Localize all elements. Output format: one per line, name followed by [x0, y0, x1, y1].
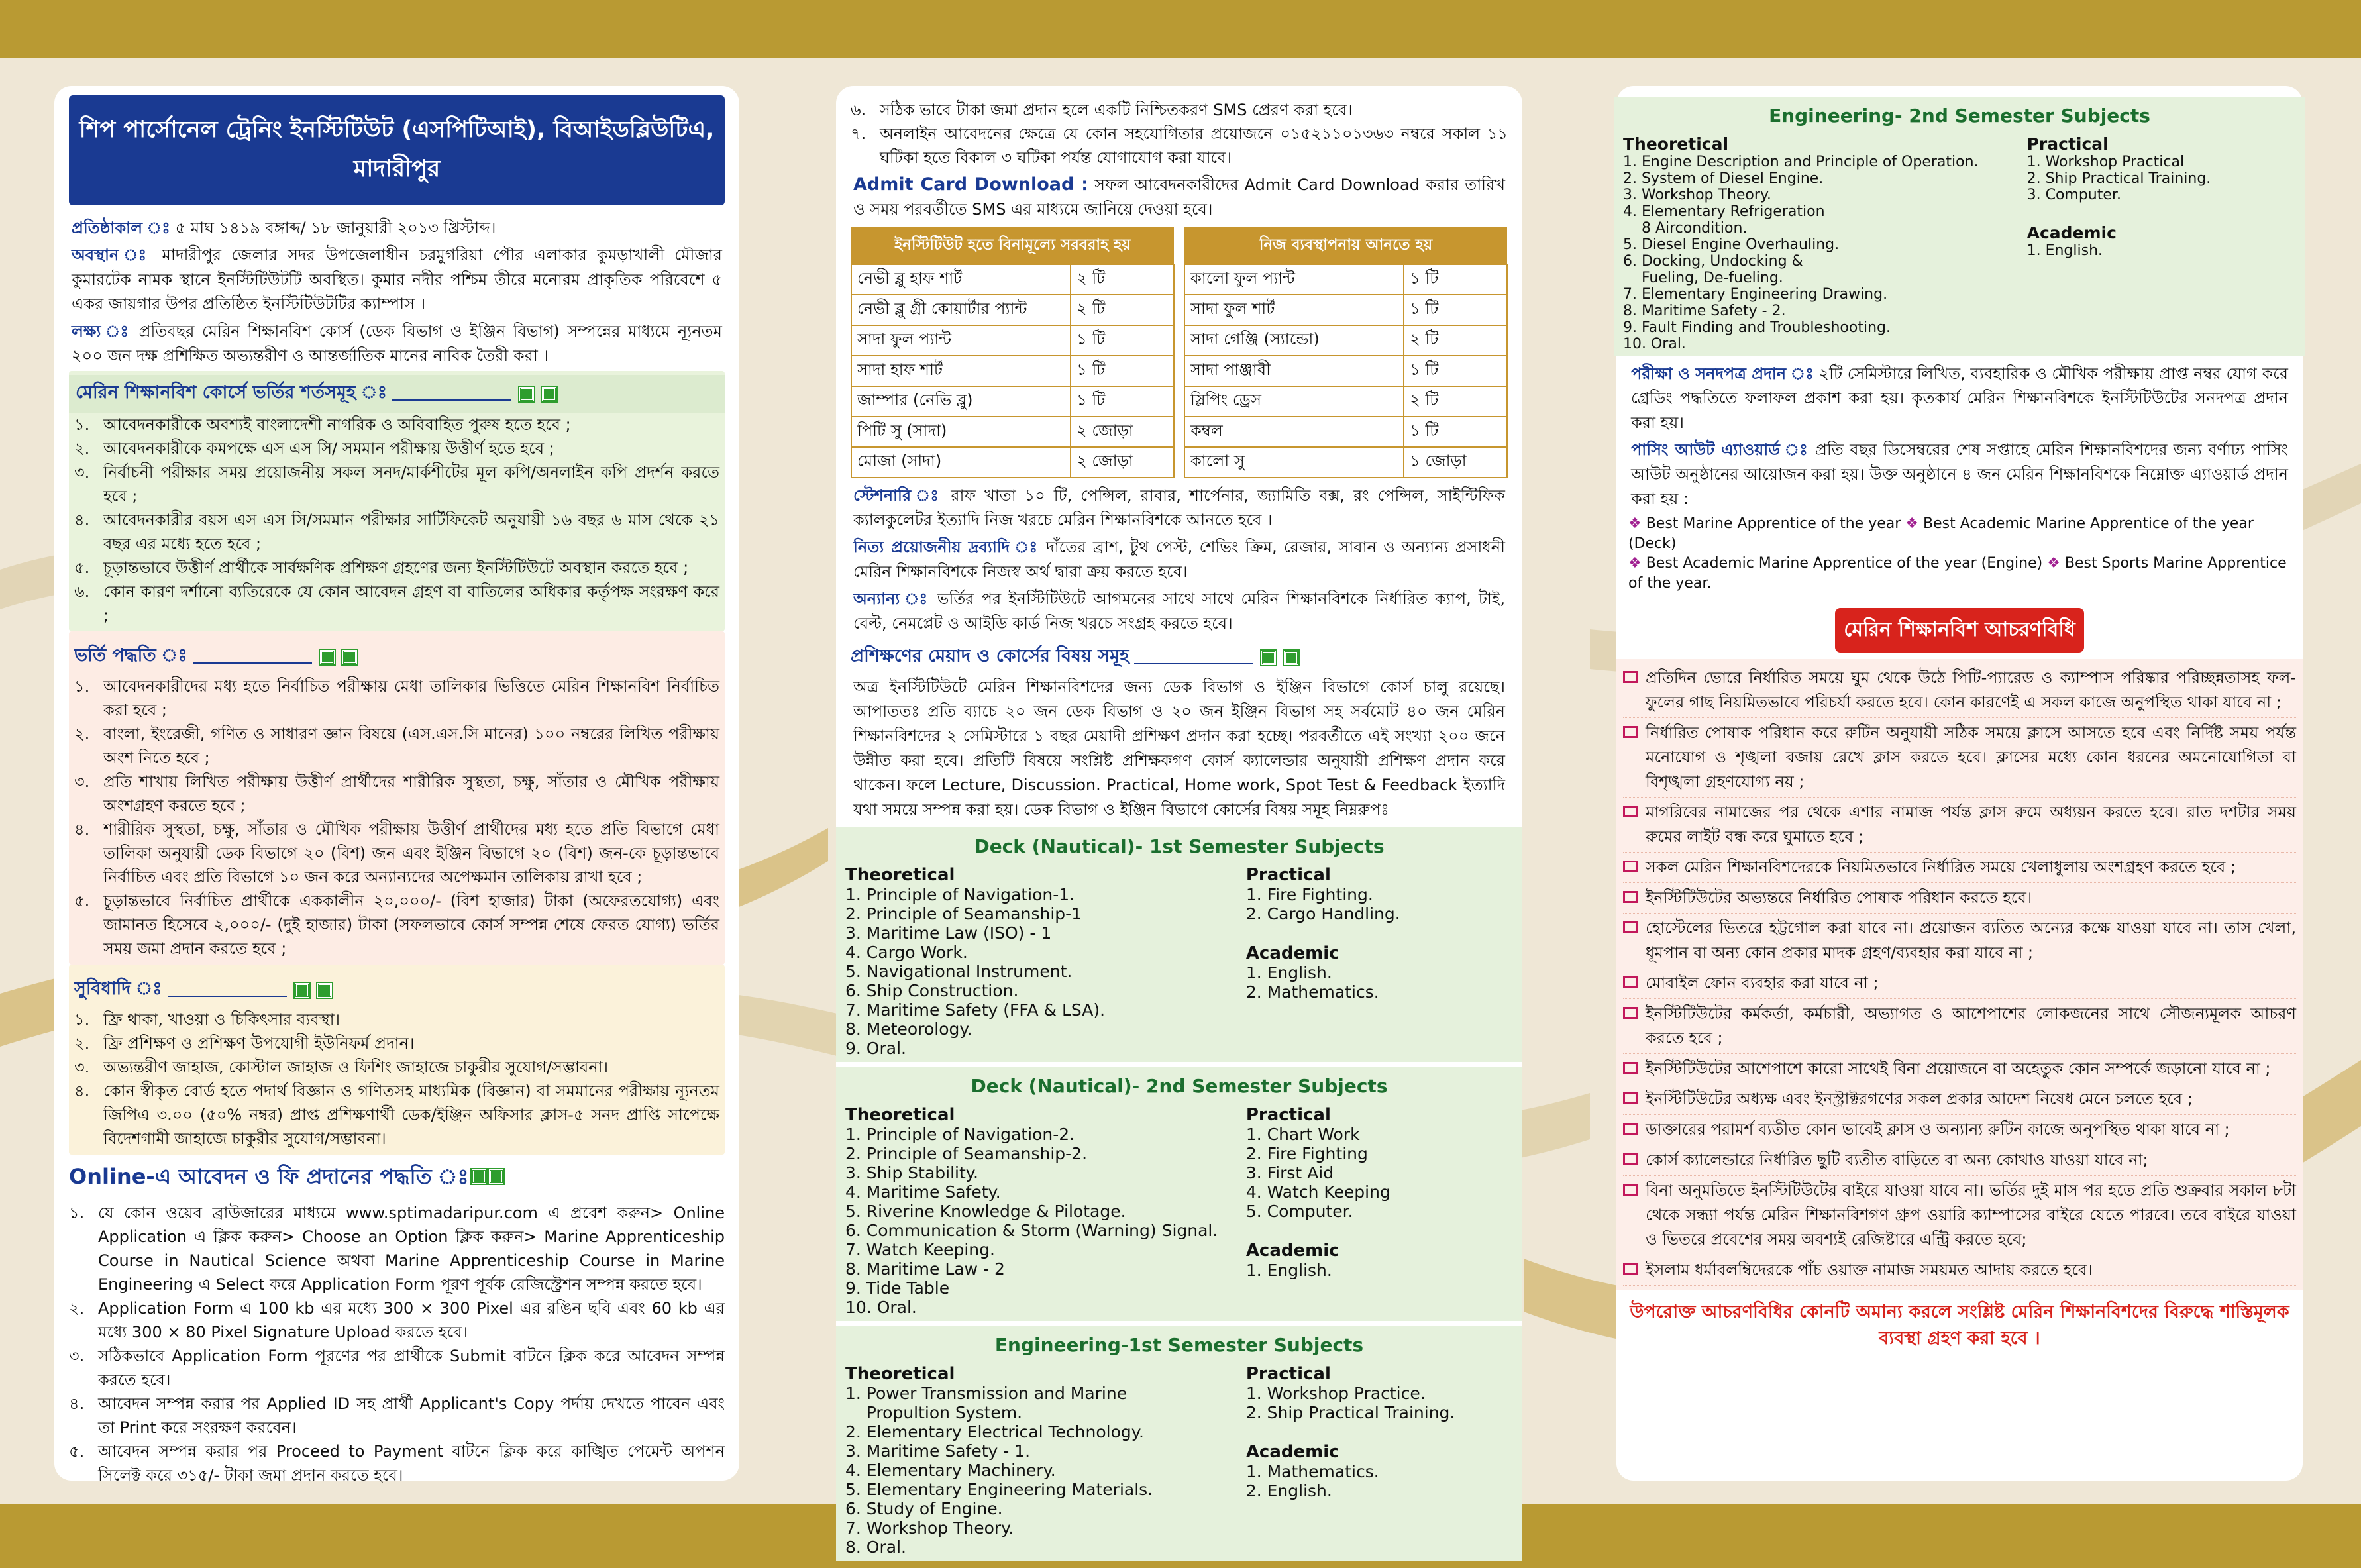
spacer: [1246, 923, 1513, 939]
item-text: কোন কারণ দর্শানো ব্যতিরেকে যে কোন আবেদন গ্রহণ বা বাতিলের অধিকার কর্তৃপক্ষ সংরক্ষণ করে ;: [103, 582, 719, 625]
item-quantity: ১ টি: [1404, 417, 1507, 447]
checkbox-bullet-icon: [1623, 1007, 1638, 1019]
subject-item: 1. Chart Work: [1245, 1125, 1360, 1144]
subject-item: 2. Cargo Handling.: [1245, 904, 1400, 923]
list-item: [69, 1344, 725, 1392]
supplied-items-header: ইনস্টিটিউট হতে বিনামূল্যে সরবরাহ হয়: [851, 227, 1174, 264]
supplied-items-table: [851, 227, 1175, 478]
theoretical-label: Theoretical: [845, 1364, 955, 1384]
theoretical-column: [845, 861, 1246, 1058]
conduct-rule: [1623, 718, 2296, 798]
duration-text: অত্র ইনস্টিটিউটে মেরিন শিক্ষানবিশদের জন্য ডেক বিভাগ ও ইঞ্জিন বিভাগে কোর্স চালু রয়েছে। আপাততঃ প্রতি ব্যাচে ২০ জন ডেক বিভাগ ও ২০ জন ইঞ্জিন বিভাগ সহ সর্বমোট ৪০ জন মেরিন শিক্ষানবিশদের ২ সেমিস্টারে ১ বছর মেয়াদী প্রশিক্ষণ প্রদান করা হচ্ছে। পরবর্তীতে এই সংখ্যা ২০০ জনে উন্নীত করা হবে। প্রতিটি বিষয়ে সংশ্লিষ্ট প্রশিক্ষকগণ কোর্স ক্যালেন্ডার অনুযায়ী প্রশিক্ষণ প্রদান করে থাকেন। ফলে Lecture, Discussion. Practical, Home work, Spot Test & Feedback ইত্যাদি যথা সময়ে সম্পন্ন করা হয়। ডেক বিভাগ ও ইঞ্জিন বিভাগে কোর্সের বিষয় সমূহ নিম্নরুপঃ: [853, 678, 1505, 819]
checkbox-bullet-icon: [1623, 891, 1638, 903]
list-item: [74, 460, 719, 508]
conduct-rule-text: ডাক্তারের পরামর্শ ব্যতীত কোন ভাবেই ক্লাস ও অন্যান্য রুটিন কাজে অনুপস্থিত থাকা যাবে না ;: [1646, 1120, 2230, 1139]
checkbox-bullet-icon: [1623, 1184, 1638, 1196]
table-row: [851, 447, 1174, 478]
checkbox-bullet-icon: [1623, 861, 1638, 872]
item-name: কম্বল: [1184, 417, 1404, 447]
list-item: [74, 437, 719, 460]
item-number: ৩.: [74, 772, 90, 791]
list-item: [74, 413, 719, 437]
table-row: [1184, 264, 1507, 295]
item-number: ১.: [74, 415, 90, 434]
admit-card-text: Admit Card Download : সফল আবেদনকারীদের Admit Card Download করার তারিখ ও সময় পরবর্তীতে SMS এর মাধ্যমে জানিয়ে দেওয়া হবে।: [853, 174, 1505, 219]
online-steps-list: [69, 1201, 725, 1487]
item-text: অভ্যন্তরীণ জাহাজ, কোস্টাল জাহাজ ও ফিশিং জাহাজে চাকুরীর সুযোগ/সম্ভাবনা।: [103, 1058, 609, 1076]
subject-item: 10. Oral.: [1623, 336, 1686, 352]
checkbox-bullet-icon: [1623, 1263, 1638, 1275]
item-name: সাদা পাঞ্জাবী: [1184, 356, 1404, 386]
subject-item: 3. First Aid: [1245, 1163, 1334, 1182]
checkbox-bullet-icon: [1623, 1062, 1638, 1074]
stationery-text: স্টেশনারি ঃ রাফ খাতা ১০ টি, পেন্সিল, রাবার, শার্পেনার, জ্যামিতি বক্স, রং পেন্সিল, সাইন্টিফিক ক্যালকুলেটর ইত্যাদি নিজ খরচে মেরিন শিক্ষানবিশকে আনতে হবে ।: [853, 486, 1505, 529]
spacer: [2027, 203, 2296, 219]
conduct-rule: [1623, 1115, 2296, 1145]
passing-out-text: পাসিং আউট এ্যাওয়ার্ড ঃ প্রতি বছর ডিসেম্বরের শেষ সপ্তাহে মেরিন শিক্ষানবিশদের জন্য বর্ণাঢ্য পাসিং আউট অনুষ্ঠানের আয়োজন করা হয়। উক্ত অনুষ্ঠানে ৪ জন মেরিন শিক্ষানবিশকে নিম্নোক্ত এ্যাওয়ার্ড প্রদান করা হয় :: [1631, 441, 2288, 508]
item-number: ৬.: [74, 582, 90, 601]
benefits-heading: সুবিধাদি ঃ: [74, 975, 719, 1005]
practical-label: Practical: [2026, 134, 2109, 154]
item-text: ফ্রি প্রশিক্ষণ ও প্রশিক্ষণ উপযোগী ইউনিফর্ম প্রদান।: [103, 1034, 415, 1053]
table-row: [1184, 325, 1507, 356]
subject-item: 5. Diesel Engine Overhauling.: [1623, 236, 1840, 253]
subject-item: 5. Riverine Knowledge & Pilotage.: [845, 1202, 1126, 1221]
online-heading: Online-এ আবেদন ও ফি প্রদানের পদ্ধতি ঃ: [69, 1160, 725, 1196]
subject-item: 9. Oral.: [845, 1039, 906, 1058]
table-row: [1184, 447, 1507, 478]
subject-item: 9. Tide Table: [845, 1279, 950, 1298]
theoretical-label: Theoretical: [845, 1105, 955, 1125]
item-name: সাদা ফুল শার্ট: [1184, 295, 1404, 325]
item-quantity: ১ জোড়া: [1404, 447, 1507, 478]
subject-item: 4. Cargo Work.: [845, 943, 968, 962]
conduct-rule-text: প্রতিদিন ভোরে নির্ধারিত সময়ে ঘুম থেকে উঠে পিটি-প্যারেড ও ক্যাম্পাস পরিষ্কার পরিচ্ছন্নতাসহ ফল-ফুলের গাছ নিয়মিতভাবে পরিচর্যা করতে হবে। কোন কারণেই এ সকল কাজে অনুপস্থিত থাকা যাবে না ;: [1646, 668, 2296, 711]
list-item: [74, 1008, 719, 1031]
award-name: Best Marine Apprentice of the year: [1646, 515, 1906, 532]
subject-item: 1. Principle of Navigation-1.: [845, 885, 1075, 904]
conduct-rule-text: ইনস্টিটিউটের অভ্যন্তরে নির্ধারিত পোষাক পরিধান করতে হবে।: [1646, 888, 2032, 907]
list-item: [851, 98, 1508, 122]
admission-conditions-section: [69, 371, 725, 631]
item-number: ১.: [74, 1010, 90, 1029]
subject-item: 3. Maritime Safety - 1.: [845, 1441, 1031, 1461]
award-bullet-icon: ❖: [2047, 555, 2065, 572]
subject-item: 1. Fire Fighting.: [1245, 885, 1373, 904]
goal-text: লক্ষ্য ঃ প্রতিবছর মেরিন শিক্ষানবিশ কোর্স (ডেক বিভাগ ও ইঞ্জিন বিভাগ) সম্পন্নের মাধ্যমে ন্যূনতম ২০০ জন দক্ষ প্রশিক্ষিত অভ্যন্তরীণ ও আন্তর্জাতিক মানের নাবিক তৈরী করা ।: [72, 322, 722, 365]
others-text: অন্যান্য ঃ ভর্তির পর ইনস্টিটিউটে আগমনের সাথে সাথে মেরিন শিক্ষানবিশকে নির্ধারিত ক্যাপ, টাই, বেল্ট, নেমপ্লেট ও আইডি কার্ড নিজ খরচে সংগ্রহ করতে হবে।: [853, 590, 1505, 633]
item-quantity: ২ টি: [1404, 325, 1507, 356]
item-text: প্রতি শাখায় লিখিত পরীক্ষায় উত্তীর্ণ প্রার্থীদের শারীরিক সুস্থতা, চক্ষু, সাঁতার ও মৌখিক পরীক্ষায় অংশগ্রহণ করতে হবে ;: [103, 772, 719, 815]
subject-item: Fueling, De-fueling.: [1623, 270, 1783, 286]
admission-conditions-heading: মেরিন শিক্ষানবিশ কোর্সে ভর্তির শর্তসমূহ ঃ: [69, 375, 725, 413]
item-text: চূড়ান্তভাবে নির্বাচিত প্রার্থীকে এককালীন ২০,০০০/- (বিশ হাজার) টাকা (অফেরতযোগ্য) এবং জামানত হিসেবে ২,০০০/- (দুই হাজার) টাকা (সফলভাবে কোর্স সম্পন্ন শেষে ফেরত যোগ্য) ভর্তির সময় জমা প্রদান করতে হবে ;: [103, 892, 719, 958]
item-name: সাদা ফুল প্যান্ট: [851, 325, 1071, 356]
admission-conditions-list: [74, 413, 719, 627]
subject-item: 3. Computer.: [2026, 187, 2121, 203]
subject-item: 8. Maritime Law - 2: [845, 1259, 1005, 1279]
item-name: স্লিপিং ড্রেস: [1184, 386, 1404, 417]
item-number: ৩.: [74, 1058, 90, 1076]
subject-item: 7. Workshop Theory.: [845, 1518, 1014, 1538]
checkbox-bullet-icon: [1623, 1153, 1638, 1165]
item-quantity: ২ জোড়া: [1071, 447, 1174, 478]
subject-item: 8 Aircondition.: [1623, 220, 1748, 236]
table-row: [1184, 417, 1507, 447]
subject-item: 4. Maritime Safety.: [845, 1182, 1001, 1202]
subject-columns: [1623, 131, 2296, 352]
subject-item: 3. Ship Stability.: [845, 1163, 978, 1182]
subject-item: 8. Maritime Safety - 2.: [1623, 303, 1786, 319]
list-item: [74, 722, 719, 770]
list-item: [74, 770, 719, 817]
subject-item: 5. Elementary Engineering Materials.: [845, 1480, 1153, 1499]
theoretical-column: [1623, 131, 2027, 352]
practical-column: [2027, 131, 2296, 352]
item-number: ৪.: [74, 1082, 90, 1100]
deck-2nd-semester-box: [836, 1067, 1522, 1321]
item-number: ২.: [74, 725, 90, 743]
item-text: সঠিকভাবে Application Form পূরণের পর প্রার্থীকে Submit বাটনে ক্লিক করে আবেদন সম্পন্ন করতে হবে।: [98, 1347, 725, 1389]
subject-item: 1. Principle of Navigation-2.: [845, 1125, 1075, 1144]
award-name: Best Sports Marine Apprentice of the year.: [1628, 555, 2287, 592]
subject-item: 9. Fault Finding and Troubleshooting.: [1623, 319, 1891, 336]
checkbox-bullet-icon: [1623, 976, 1638, 988]
conduct-rule-text: বিনা অনুমতিতে ইনস্টিটিউটের বাইরে যাওয়া যাবে না। ভর্তির দুই মাস পর হতে প্রতি শুক্রবার সকাল ৮টা থেকে সন্ধ্যা পর্যন্ত মেরিন শিক্ষানবিশগণ গ্রুপ ওয়ারি ক্যাম্পাসের বাইরে যেতে পারবে। তবে বাইরে যাওয়া ও ভিতরে প্রবেশের সময় অবশ্যই রেজিষ্টারে এন্ট্রি করতে হবে;: [1646, 1181, 2296, 1249]
item-text: কোন স্বীকৃত বোর্ড হতে পদার্থ বিজ্ঞান ও গণিতসহ মাধ্যমিক (বিজ্ঞান) বা সমমানের পরীক্ষায় ন্যূনতম জিপিএ ৩.০০ (৫০% নম্বর) প্রাপ্ত প্রশিক্ষণার্থী ডেক/ইঞ্জিন অফিসার ক্লাস-৫ সনদ প্রাপ্তি সাপেক্ষে বিদেশগামী জাহাজে চাকুরীর সুযোগ/সম্ভাবনা।: [103, 1082, 719, 1148]
subject-item: 4. Watch Keeping: [1245, 1182, 1390, 1202]
conduct-rule-text: মাগরিবের নামাজের পর থেকে এশার নামাজ পর্যন্ত ক্লাস রুমে অধ্যয়ন করতে হবে। রাত দশটার সময় রুমের লাইট বন্ধ করে ঘুমাতে হবে ;: [1646, 803, 2296, 846]
checkbox-bullet-icon: [1623, 806, 1638, 817]
item-text: আবেদনকারীকে কমপক্ষে এস এস সি/ সমমান পরীক্ষায় উত্তীর্ণ হতে হবে ;: [103, 439, 554, 458]
conduct-rule: [1623, 1176, 2296, 1255]
item-quantity: ১ টি: [1071, 325, 1174, 356]
checkbox-bullet-icon: [1623, 671, 1638, 683]
item-quantity: ২ টি: [1404, 386, 1507, 417]
list-item: [74, 1079, 719, 1151]
table-row: [851, 417, 1174, 447]
subject-item: 7. Maritime Safety (FFA & LSA).: [845, 1000, 1106, 1019]
list-item: [74, 580, 719, 627]
subject-item: 6. Study of Engine.: [845, 1499, 1003, 1518]
subject-item: 2. Mathematics.: [1245, 982, 1379, 1002]
item-text: আবেদনকারীকে অবশ্যই বাংলাদেশী নাগরিক ও অবিবাহিত পুরুষ হতে হবে ;: [103, 415, 571, 434]
semester-title: Deck (Nautical)- 1st Semester Subjects: [974, 835, 1385, 857]
table-row: [851, 295, 1174, 325]
subject-item: 5. Computer.: [1245, 1202, 1353, 1221]
item-quantity: ১ টি: [1071, 386, 1174, 417]
subject-item: 1. English.: [2026, 242, 2103, 259]
table-row: [1184, 295, 1507, 325]
item-text: চূড়ান্তভাবে উত্তীর্ণ প্রার্থীকে সার্বক্ষণিক প্রশিক্ষণ গ্রহণের জন্য ইনস্টিটিউটে অবস্থান করতে হবে ;: [103, 558, 689, 577]
item-name: মোজা (সাদা): [851, 447, 1071, 478]
practical-column: [1246, 861, 1513, 1058]
subject-item: 2. Principle of Seamanship-1: [845, 904, 1082, 923]
checkbox-bullet-icon: [1623, 921, 1638, 933]
subject-columns: [845, 861, 1513, 1058]
award-name: Best Academic Marine Apprentice of the year (Deck): [1628, 515, 2254, 552]
subject-item: 4. Elementary Refrigeration: [1623, 203, 1825, 220]
conduct-rule-text: ইনস্টিটিউটের অধ্যক্ষ এবং ইনস্ট্রাক্টরগণের সকল প্রকার আদেশ নিষেধ মেনে চলতে হবে ;: [1646, 1090, 2193, 1108]
conduct-rule: [1623, 968, 2296, 999]
semester-title: Deck (Nautical)- 2nd Semester Subjects: [971, 1075, 1388, 1097]
checkbox-bullet-icon: [1623, 1123, 1638, 1135]
academic-label: Academic: [1245, 943, 1339, 963]
subject-item: 1. Workshop Practice.: [1245, 1384, 1426, 1403]
checkbox-bullet-icon: [1623, 726, 1638, 738]
item-number: ২.: [69, 1299, 85, 1318]
table-row: [851, 325, 1174, 356]
list-item: [74, 1055, 719, 1079]
theoretical-label: Theoretical: [1623, 134, 1729, 154]
conduct-rule-text: হোস্টেলের ভিতরে হট্টগোল করা যাবে না। প্রয়োজন ব্যতিত অন্যের কক্ষে যাওয়া যাবে না। তাস খেলা, ধূমপান বা অন্য কোন প্রকার মাদক গ্রহণ/ব্যবহার করা যাবে না ;: [1646, 919, 2296, 962]
engineering-2nd-semester-box: [1614, 97, 2305, 356]
subject-item: 3. Maritime Law (ISO) - 1: [845, 923, 1052, 943]
item-number: ৫.: [74, 558, 90, 577]
item-quantity: ১ টি: [1071, 356, 1174, 386]
item-number: ৩.: [74, 463, 90, 482]
middle-panel: [836, 86, 1522, 1557]
item-text: শারীরিক সুস্থতা, চক্ষু, সাঁতার ও মৌখিক পরীক্ষায় উত্তীর্ণ প্রার্থীদের মধ্য হতে প্রতি বিভাগে মেধা তালিকা অনুযায়ী ডেক বিভাগে ২০ (বিশ) জন এবং ইঞ্জিন বিভাগে ২০ (বিশ) জন-কে চূড়ান্তভাবে নির্বাচিত এবং প্রতি বিভাগে ১০ জন করে অন্যান্যদের অপেক্ষমান তালিকায় রাখা হবে ;: [103, 820, 719, 886]
subject-item: 7. Watch Keeping.: [845, 1240, 995, 1259]
established-text: প্রতিষ্ঠাকাল ঃ ৫ মাঘ ১৪১৯ বঙ্গাব্দ/ ১৮ জানুয়ারী ২০১৩ খ্রিস্টাব্দ।: [72, 219, 496, 237]
subject-item: 2. System of Diesel Engine.: [1623, 170, 1824, 187]
subject-item: 2. Fire Fighting: [1245, 1144, 1368, 1163]
table-row: [851, 264, 1174, 295]
list-item: [74, 889, 719, 961]
institute-title: শিপ পার্সোনেল ট্রেনিং ইনস্টিটিউট (এসপিটিআই), বিআইডব্লিউটিএ, মাদারীপুর: [69, 95, 725, 205]
subject-item: 10. Oral.: [845, 1298, 917, 1317]
subject-item: 2. English.: [1245, 1481, 1332, 1500]
exam-text: পরীক্ষা ও সনদপত্র প্রদান ঃ ২টি সেমিস্টারে লিখিত, ব্যবহারিক ও মৌখিক পরীক্ষায় প্রাপ্ত নম্বর যোগ করে গ্রেডিং পদ্ধতিতে ফলাফল প্রকাশ করা হয়। কৃতকার্য মেরিন শিক্ষানবিশকে ইনস্টিটিউটের সনদপত্র প্রদান করা হয়।: [1631, 364, 2288, 432]
conduct-rule-text: মোবাইল ফোন ব্যবহার করা যাবে না ;: [1646, 974, 1879, 992]
item-text: ফ্রি থাকা, খাওয়া ও চিকিৎসার ব্যবস্থা।: [103, 1010, 341, 1029]
table-row: [851, 386, 1174, 417]
list-item: [69, 1439, 725, 1487]
online-steps-continued: [851, 98, 1508, 170]
subject-item: 1. English.: [1245, 1261, 1332, 1280]
item-quantity: ২ টি: [1071, 264, 1174, 295]
academic-label: Academic: [2026, 223, 2117, 242]
duration-heading: প্রশিক্ষণের মেয়াদ ও কোর্সের বিষয় সমূহ: [851, 643, 1508, 672]
practical-column: [1246, 1101, 1513, 1317]
subject-item: 1. Workshop Practical: [2026, 154, 2185, 170]
conduct-rule-text: সকল মেরিন শিক্ষানবিশদেরকে নিয়মিতভাবে নির্ধারিত সময়ে খেলাধুলায় অংশগ্রহণ করতে হবে ;: [1646, 858, 2236, 876]
item-number: ৪.: [74, 511, 90, 529]
item-text: আবেদনকারীর বয়স এস এস সি/সমমান পরীক্ষার সার্টিফিকেট অনুযায়ী ১৬ বছর ৬ মাস থেকে ২১ বছর এর মধ্যে হতে হবে ;: [103, 511, 719, 553]
conduct-rule: [1623, 798, 2296, 853]
item-number: ৫.: [69, 1442, 85, 1461]
item-name: পিটি সু (সাদা): [851, 417, 1071, 447]
item-quantity: ২ জোড়া: [1071, 417, 1174, 447]
award-bullet-icon: ❖: [1628, 515, 1646, 532]
item-text: Application Form এ 100 kb এর মধ্যে 300 × 300 Pixel এর রঙিন ছবি এবং 60 kb এর মধ্যে 300 × 80 Pixel Signature Upload করতে হবে।: [98, 1299, 725, 1341]
own-items-table: [1184, 227, 1508, 478]
list-item: [69, 1296, 725, 1344]
spacer: [1246, 1422, 1513, 1438]
awards-line-2: [1628, 554, 2291, 594]
subject-item: 2. Ship Practical Training.: [2026, 170, 2211, 187]
practical-label: Practical: [1245, 865, 1331, 885]
subject-item: 1. Engine Description and Principle of Operation.: [1623, 154, 1979, 170]
item-text: বাংলা, ইংরেজী, গণিত ও সাধারণ জ্ঞান বিষয়ে (এস.এস.সি মানের) ১০০ নম্বরের লিখিত পরীক্ষায় অংশ নিতে হবে ;: [103, 725, 719, 767]
list-item: [74, 556, 719, 580]
item-name: কালো সু: [1184, 447, 1404, 478]
table-row: [1184, 386, 1507, 417]
benefits-section: [69, 965, 725, 1155]
item-text: আবেদন সম্পন্ন করার পর Applied ID সহ প্রার্থী Applicant's Copy পর্দায় দেখতে পাবেন এবং তা Print করে সংরক্ষণ করবেন।: [98, 1394, 725, 1437]
item-name: জাম্পার (নেভি ব্লু): [851, 386, 1071, 417]
conduct-rule: [1623, 1255, 2296, 1286]
subject-item: 1. Mathematics.: [1245, 1462, 1379, 1481]
own-items-header: নিজ ব্যবস্থাপনায় আনতে হয়: [1184, 227, 1507, 264]
list-item: [69, 1201, 725, 1296]
award-name: Best Academic Marine Apprentice of the year (Engine): [1646, 555, 2048, 572]
conduct-rule-text: ইনস্টিটিউটের আশেপাশে কারো সাথেই বিনা প্রয়োজনে বা অহেতুক কোন সম্পর্কে জড়ানো যাবে না ;: [1646, 1059, 2271, 1078]
item-number: ২.: [74, 439, 90, 458]
item-name: নেভী ব্লু গ্রী কোয়ার্টার প্যান্ট: [851, 295, 1071, 325]
subject-item: 4. Elementary Machinery.: [845, 1461, 1056, 1480]
awards-line-1: [1628, 514, 2291, 554]
subject-item: 3. Workshop Theory.: [1623, 187, 1771, 203]
location-text: অবস্থান ঃ মাদারীপুর জেলার সদর উপজেলাধীন চরমুগরিয়া পৌর এলাকার কুমড়াখালী মৌজার কুমারটেক নামক স্থানে ইনস্টিটিউটটি অবস্থিত। কুমার নদীর পশ্চিম তীরে মনোরম প্রাকৃতিক পরিবেশে ৫ একর জায়গার উপর প্রতিষ্ঠিত ইনস্টিটিউটটির ক্যাম্পাস ।: [72, 246, 722, 313]
subject-item: 8. Meteorology.: [845, 1019, 972, 1039]
item-quantity: ১ টি: [1404, 295, 1507, 325]
item-text: অনলাইন আবেদনের ক্ষেত্রে যে কোন সহযোগিতার প্রয়োজনে ০১৫২১১০১৩৬৩ নম্বরে সকাল ১১ ঘটিকা হতে বিকাল ৩ ঘটিকা পর্যন্ত যোগাযোগ করা যাবে।: [880, 125, 1508, 167]
deck-1st-semester-box: [836, 827, 1522, 1062]
admission-method-heading: ভর্তি পদ্ধতি ঃ: [74, 642, 719, 672]
item-name: সাদা হাফ শার্ট: [851, 356, 1071, 386]
conduct-rule: [1623, 1145, 2296, 1176]
subject-item: 2. Elementary Electrical Technology.: [845, 1422, 1144, 1441]
list-item: [74, 674, 719, 722]
subject-item: Propultion System.: [845, 1403, 1023, 1422]
semester-title: Engineering- 2nd Semester Subjects: [1769, 105, 2150, 127]
list-item: [74, 508, 719, 556]
conduct-rule: [1623, 914, 2296, 968]
right-panel: [1616, 86, 2303, 1481]
item-number: ১.: [69, 1204, 85, 1222]
practical-label: Practical: [1245, 1105, 1331, 1125]
conduct-rule-text: নির্ধারিত পোষাক পরিধান করে রুটিন অনুযায়ী সঠিক সময়ে ক্লাসে আসতে হবে এবং নির্দিষ্ট সময় পর্যন্ত মনোযোগ ও শৃঙ্খলা বজায় রেখে ক্লাস করতে হবে। ক্লাসের মধ্যে কোন ধরনের অমনোযোগিতা বা বিশৃঙ্খলা গ্রহণযোগ্য নয় ;: [1646, 723, 2296, 791]
conduct-rule-text: ইসলাম ধর্মাবলম্বিদেরকে পাঁচ ওয়াক্ত নামাজ সময়মত আদায় করতে হবে।: [1646, 1261, 2093, 1279]
item-number: ৪.: [69, 1394, 85, 1413]
item-quantity: ১ টি: [1404, 356, 1507, 386]
item-number: ৬.: [851, 101, 866, 119]
admission-method-list: [74, 674, 719, 961]
item-text: আবেদন সম্পন্ন করার পর Proceed to Payment বাটনে ক্লিক করে কাঙ্খিত পেমেন্ট অপশন সিলেক্ট করে ৩১৫/- টাকা জমা প্রদান করতে হবে।: [98, 1442, 725, 1485]
list-item: [69, 1392, 725, 1439]
conduct-rule: [1623, 1054, 2296, 1084]
academic-label: Academic: [1245, 1442, 1339, 1462]
list-item: [74, 817, 719, 889]
subject-item: 8. Oral.: [845, 1538, 906, 1557]
item-quantity: ১ টি: [1404, 264, 1507, 295]
table-row: [851, 356, 1174, 386]
item-name: নেভী ব্লু হাফ শার্ট: [851, 264, 1071, 295]
table-row: [1184, 356, 1507, 386]
spacer: [1246, 1221, 1513, 1237]
subject-columns: [845, 1360, 1513, 1557]
item-number: ৫.: [74, 892, 90, 910]
subject-item: 6. Communication & Storm (Warning) Signal.: [845, 1221, 1218, 1240]
left-panel: [54, 86, 739, 1485]
conduct-rule: [1623, 999, 2296, 1054]
subject-item: 2. Ship Practical Training.: [1245, 1403, 1455, 1422]
practical-label: Practical: [1245, 1364, 1331, 1384]
conduct-rule: [1623, 883, 2296, 914]
subject-item: 6. Ship Construction.: [845, 981, 1019, 1000]
item-name: সাদা গেঞ্জি (স্যান্ডো): [1184, 325, 1404, 356]
award-bullet-icon: ❖: [1628, 555, 1646, 572]
theoretical-column: [845, 1101, 1246, 1317]
item-number: ৩.: [69, 1347, 85, 1365]
item-number: ৭.: [851, 125, 866, 143]
subject-item: 1. Power Transmission and Marine: [845, 1384, 1128, 1403]
list-item: [851, 122, 1508, 170]
subject-item: 6. Docking, Undocking &: [1623, 253, 1803, 270]
award-bullet-icon: ❖: [1905, 515, 1923, 532]
conduct-rule-text: ইনস্টিটিউটের কর্মকর্তা, কর্মচারী, অভ্যাগত ও আশেপাশের লোকজনের সাথে সৌজন্যমূলক আচরণ করতে হবে ;: [1646, 1004, 2296, 1047]
conduct-rule: [1623, 853, 2296, 883]
checkbox-bullet-icon: [1623, 1092, 1638, 1104]
item-text: যে কোন ওয়েব ব্রাউজারের মাধ্যমে www.sptimadaripur.com এ প্রবেশ করুন> Online Application এ ক্লিক করুন> Choose an Option ক্লিক করুন> Marine Apprenticeship Course in Nautical Science অথবা Marine Apprenticeship Course in Marine Engineering এ Select করে Application Form পূরণ পূর্বক রেজিস্ট্রেশন সম্পন্ন করতে হবে।: [98, 1204, 725, 1294]
uniform-tables: [851, 227, 1508, 478]
item-text: সঠিক ভাবে টাকা জমা প্রদান হলে একটি নিশ্চিতকরণ SMS প্রেরণ করা হবে।: [880, 101, 1353, 119]
conduct-heading: মেরিন শিক্ষানবিশ আচরণবিধি: [1835, 608, 2084, 653]
item-quantity: ২ টি: [1071, 295, 1174, 325]
semester-title: Engineering-1st Semester Subjects: [994, 1334, 1364, 1356]
item-number: ২.: [74, 1034, 90, 1053]
conduct-warning: উপরোক্ত আচরণবিধির কোনটি অমান্য করলে সংশ্লিষ্ট মেরিন শিক্ষানবিশদের বিরুদ্ধে শাস্তিমূলক ব্যবস্থা গ্রহণ করা হবে ।: [1630, 1302, 2289, 1349]
item-text: নির্বাচনী পরীক্ষার সময় প্রয়োজনীয় সকল সনদ/মার্কশীটের মূল কপি/অনলাইন কপি প্রদর্শন করতে হবে ;: [103, 463, 719, 505]
item-name: কালো ফুল প্যান্ট: [1184, 264, 1404, 295]
subject-columns: [845, 1101, 1513, 1317]
theoretical-label: Theoretical: [845, 865, 955, 885]
daily-needs-text: নিত্য প্রয়োজনীয় দ্রব্যাদি ঃ দাঁতের ব্রাশ, টুথ পেস্ট, শেভিং ক্রিম, রেজার, সাবান ও অন্যান্য প্রসাধনী মেরিন শিক্ষানবিশকে নিজস্ব অর্থ দ্বারা ক্রয় করতে হবে।: [853, 538, 1505, 581]
engineering-1st-semester-box: [836, 1326, 1522, 1561]
academic-label: Academic: [1245, 1241, 1339, 1261]
list-item: [74, 1031, 719, 1055]
subject-item: 2. Principle of Seamanship-2.: [845, 1144, 1088, 1163]
item-text: আবেদনকারীদের মধ্য হতে নির্বাচিত পরীক্ষায় মেধা তালিকার ভিত্তিতে মেরিন শিক্ষানবিশ নির্বাচিত করা হবে ;: [103, 677, 719, 719]
admission-method-section: [69, 631, 725, 965]
conduct-rules-list: [1616, 659, 2303, 1290]
item-number: ৪.: [74, 820, 90, 839]
conduct-rule-text: কোর্স ক্যালেন্ডারে নির্ধারিত ছুটি ব্যতীত বাড়িতে বা অন্য কোথাও যাওয়া যাবে না;: [1646, 1151, 2148, 1169]
conduct-rule: [1623, 1084, 2296, 1115]
practical-column: [1246, 1360, 1513, 1557]
benefits-list: [74, 1008, 719, 1151]
subject-item: 1. English.: [1245, 963, 1332, 982]
conduct-rule: [1623, 663, 2296, 718]
subject-item: 7. Elementary Engineering Drawing.: [1623, 286, 1888, 303]
subject-item: 5. Navigational Instrument.: [845, 962, 1073, 981]
theoretical-column: [845, 1360, 1246, 1557]
item-number: ১.: [74, 677, 90, 696]
